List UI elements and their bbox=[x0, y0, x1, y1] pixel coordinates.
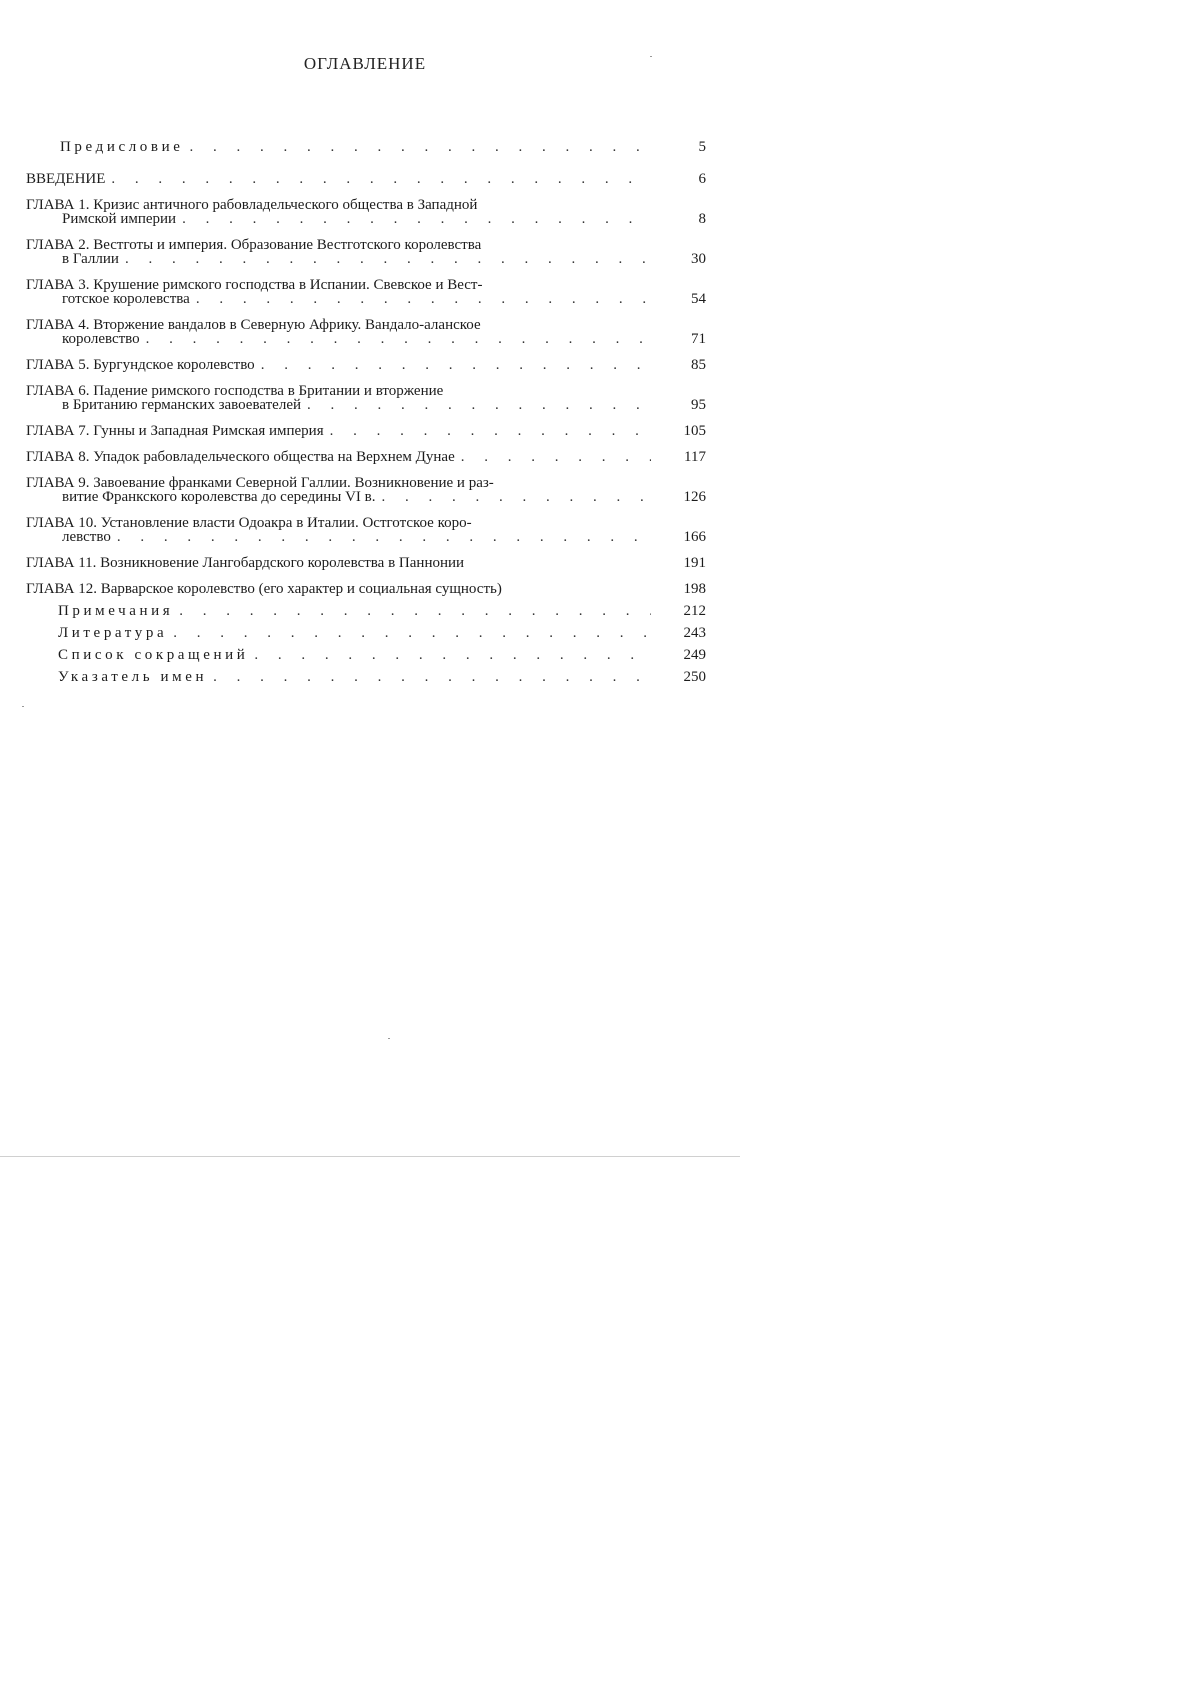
dot-leader bbox=[248, 648, 651, 662]
toc-entry-ch7[interactable] bbox=[26, 424, 706, 438]
dot-leader bbox=[255, 358, 651, 372]
dot-leader bbox=[167, 626, 651, 640]
toc-title-intro: ВВЕДЕНИЕ bbox=[26, 172, 106, 186]
toc-title-ch8: ГЛАВА 8. Упадок рабовладельческого общества на Верхнем Дунае bbox=[26, 450, 455, 464]
toc-page-ch6: 95 bbox=[691, 397, 706, 413]
dot-leader bbox=[140, 332, 651, 346]
toc-page-index: 250 bbox=[683, 669, 706, 685]
toc-entry-ch9[interactable] bbox=[26, 476, 706, 504]
toc-page-ch5: 85 bbox=[691, 357, 706, 373]
toc-entry-ch4[interactable] bbox=[26, 318, 706, 346]
dot-leader bbox=[455, 450, 651, 464]
toc-entry-index[interactable] bbox=[26, 670, 706, 684]
toc-page-ch2: 30 bbox=[691, 251, 706, 267]
toc-title-ch7: ГЛАВА 7. Гунны и Западная Римская империя bbox=[26, 424, 324, 438]
toc-line-1: ГЛАВА 10. Установление власти Одоакра в Италии. Остготское коро- bbox=[26, 516, 472, 530]
toc-line-2: готское королевства bbox=[62, 292, 190, 306]
toc-line-1: ГЛАВА 3. Крушение римского господства в Испании. Свевское и Вест- bbox=[26, 278, 483, 292]
toc-page-abbreviations: 249 bbox=[683, 647, 706, 663]
toc-line-2: левство bbox=[62, 530, 111, 544]
scan-speck bbox=[22, 706, 24, 707]
dot-leader bbox=[207, 670, 651, 684]
toc-title-index: Указатель имен bbox=[58, 670, 208, 684]
dot-leader bbox=[105, 172, 651, 186]
toc-entry-preface[interactable] bbox=[26, 132, 706, 154]
toc-entry-ch3[interactable] bbox=[26, 278, 706, 306]
toc-entry-ch12[interactable] bbox=[26, 582, 706, 596]
toc-entry-ch1[interactable] bbox=[26, 198, 706, 226]
toc-title-notes: Примечания bbox=[58, 604, 174, 618]
toc-entry-ch5[interactable] bbox=[26, 358, 706, 372]
toc-title-ch5: ГЛАВА 5. Бургундское королевство bbox=[26, 358, 255, 372]
toc-page-ch9: 126 bbox=[683, 489, 706, 505]
toc-page-ch4: 71 bbox=[691, 331, 706, 347]
toc-line-1: ГЛАВА 1. Кризис античного рабовладельческого общества в Западной bbox=[26, 198, 478, 212]
table-of-contents bbox=[26, 132, 706, 684]
toc-line-1: ГЛАВА 9. Завоевание франками Северной Галлии. Возникновение и раз- bbox=[26, 476, 494, 490]
page-title: ОГЛАВЛЕНИЕ bbox=[303, 54, 427, 73]
toc-page-ch8: 117 bbox=[684, 449, 706, 465]
toc-title-literature: Литература bbox=[58, 626, 168, 640]
toc-entry-ch6[interactable] bbox=[26, 384, 706, 412]
toc-title-preface: Предисловие bbox=[60, 140, 184, 154]
toc-page-literature: 243 bbox=[683, 625, 706, 641]
toc-title-abbreviations: Список сокращений bbox=[58, 648, 249, 662]
toc-line-2: в Галлии bbox=[62, 252, 119, 266]
dot-leader bbox=[173, 604, 651, 618]
toc-entry-notes[interactable] bbox=[26, 604, 706, 618]
toc-title-ch11: ГЛАВА 11. Возникновение Лангобардского королевства в Паннонии bbox=[26, 556, 465, 570]
dot-leader bbox=[190, 292, 651, 306]
toc-page-ch10: 166 bbox=[683, 529, 706, 545]
toc-page-notes: 212 bbox=[683, 603, 706, 619]
toc-page-ch3: 54 bbox=[691, 291, 706, 307]
toc-page-ch12: 198 bbox=[683, 581, 706, 597]
toc-page-ch1: 8 bbox=[698, 211, 706, 227]
scan-speck bbox=[650, 56, 652, 57]
dot-leader bbox=[376, 490, 652, 504]
toc-page-preface: 5 bbox=[698, 139, 706, 155]
toc-entry-ch10[interactable] bbox=[26, 516, 706, 544]
toc-page-ch11: 191 bbox=[683, 555, 706, 571]
dot-leader bbox=[119, 252, 651, 266]
dot-leader bbox=[183, 140, 651, 154]
page-edge-line bbox=[0, 1156, 740, 1157]
toc-line-2: Римской империи bbox=[62, 212, 177, 226]
toc-line-2: в Британию германских завоевателей bbox=[62, 398, 302, 412]
dot-leader bbox=[324, 424, 651, 438]
toc-line-1: ГЛАВА 2. Вестготы и империя. Образование Вестготского королевства bbox=[26, 238, 482, 252]
toc-entry-ch11[interactable] bbox=[26, 556, 706, 570]
toc-page-ch7: 105 bbox=[683, 423, 706, 439]
toc-entry-ch2[interactable] bbox=[26, 238, 706, 266]
toc-entry-intro[interactable] bbox=[26, 164, 706, 186]
toc-line-2: витие Франкского королевства до середины VI в. bbox=[62, 490, 376, 504]
toc-entry-ch8[interactable] bbox=[26, 450, 706, 464]
dot-leader bbox=[176, 212, 651, 226]
toc-entry-literature[interactable] bbox=[26, 626, 706, 640]
scan-speck bbox=[388, 1038, 390, 1039]
dot-leader bbox=[111, 530, 651, 544]
toc-line-1: ГЛАВА 6. Падение римского господства в Британии и вторжение bbox=[26, 384, 444, 398]
dot-leader bbox=[301, 398, 651, 412]
toc-title-ch12: ГЛАВА 12. Варварское королевство (его характер и социальная сущность) bbox=[26, 582, 502, 596]
toc-page-intro: 6 bbox=[698, 171, 706, 187]
toc-line-2: королевство bbox=[62, 332, 140, 346]
toc-entry-abbreviations[interactable] bbox=[26, 648, 706, 662]
toc-line-1: ГЛАВА 4. Вторжение вандалов в Северную Африку. Вандало-аланское bbox=[26, 318, 481, 332]
